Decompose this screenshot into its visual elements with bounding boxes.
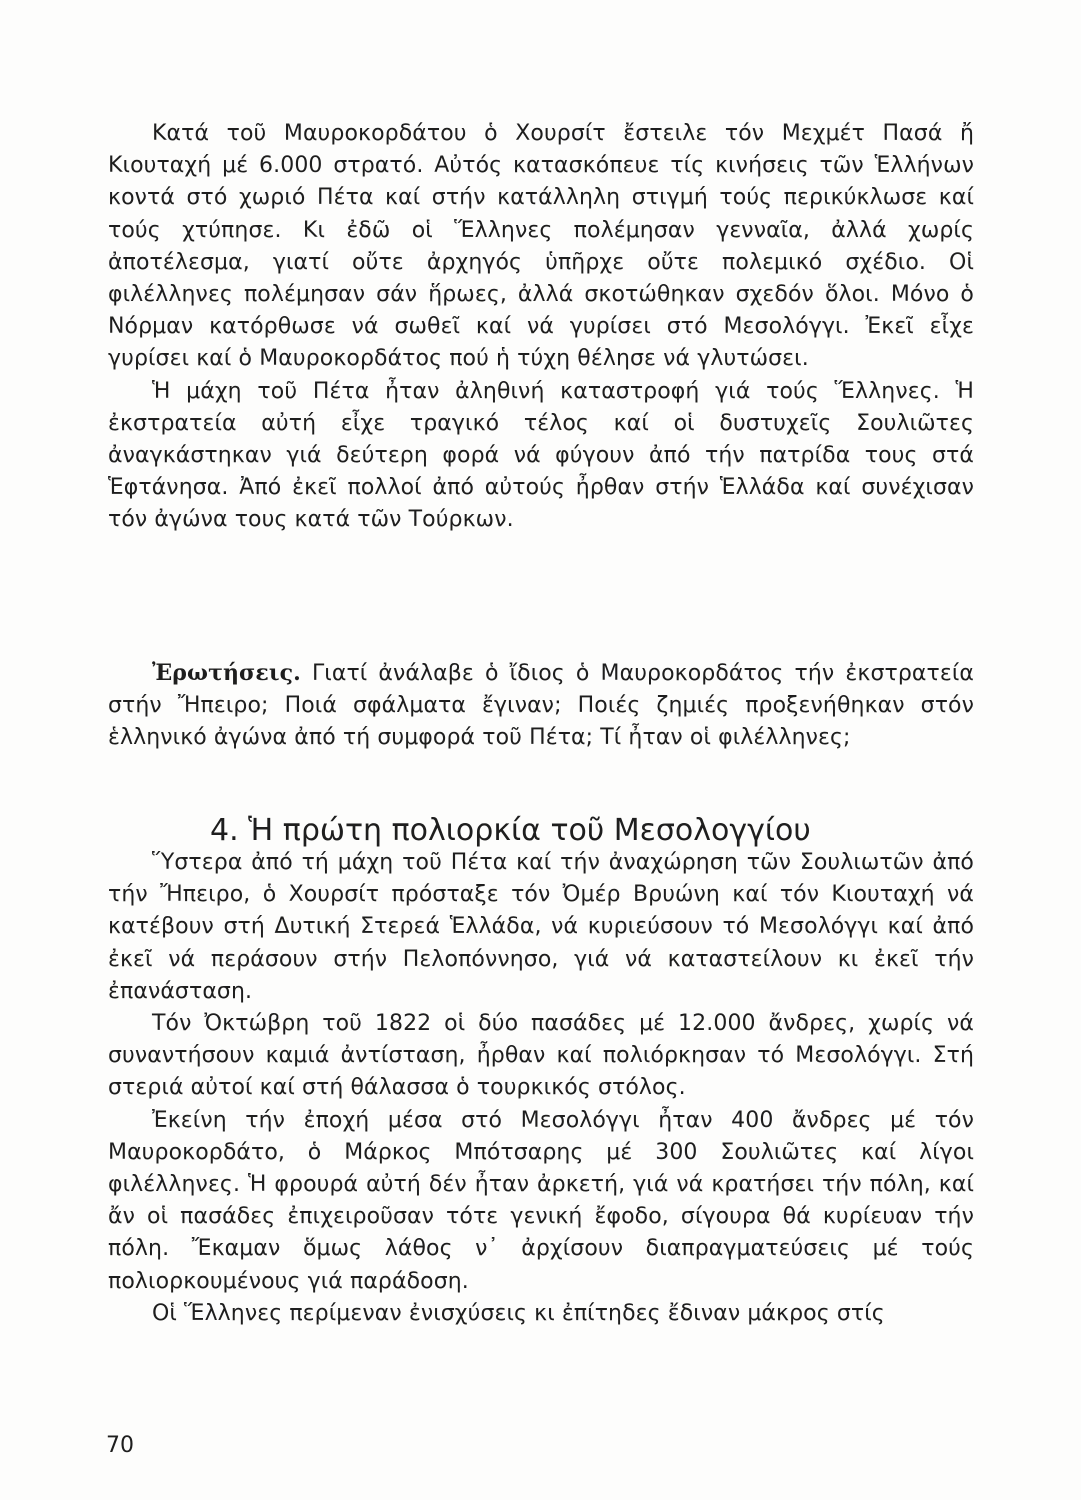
text-block-top bbox=[108, 118, 974, 537]
text-block-bottom bbox=[108, 847, 974, 1330]
paragraph-garrison: Ἐκείνη τήν ἐποχή μέσα στό Μεσολόγγι ἦταν 400 ἄνδρες μέ τόν Μαυροκορδάτο, ὁ Μάρκος Μπότσαρης μέ 300 Σουλιῶτες καί λίγοι φιλέλληνες. Ἡ φρουρά αὐτή δέν ἦταν ἀρκετή, γιά νά κρατήσει τήν πόλη, καί ἄν οἱ πασάδες ἐπιχειροῦσαν τότε γενική ἔφοδο, σίγουρα θά κυρίευαν τήν πόλη. Ἔκαμαν ὅμως λάθος ν᾽ ἀρχίσουν διαπραγματεύσεις μέ τούς πολιορκουμένους γιά παράδοση. bbox=[108, 1107, 974, 1294]
paragraph-peta-aftermath: Ἡ μάχη τοῦ Πέτα ἦταν ἀληθινή καταστροφή γιά τούς Ἕλληνες. Ἡ ἐκστρατεία αὐτή εἶχε τραγικό τέλος καί οἱ δυστυχεῖς Σουλιῶτες ἀναγκάστηκαν γιά δεύτερη φορά νά φύγουν ἀπό τήν πατρίδα τους στά Ἑφτάνησα. Ἀπό ἐκεῖ πολλοί ἀπό αὐτούς ἦρθαν στήν Ἑλλάδα καί συνέχισαν τόν ἀγώνα τους κατά τῶν Τούρκων. bbox=[108, 378, 974, 533]
questions-label: Ἐρωτήσεις. bbox=[152, 660, 301, 686]
paragraph-battle-of-peta: Κατά τοῦ Μαυροκορδάτου ὁ Χουρσίτ ἔστειλε τόν Μεχμέτ Πασά ἤ Κιουταχή μέ 6.000 στρατό. Αὐτός κατασκόπευε τίς κινήσεις τῶν Ἑλλήνων κοντά στό χωριό Πέτα καί στήν κατάλληλη στιγμή τούς περικύκλωσε καί τούς χτύπησε. Κι ἐδῶ οἱ Ἕλληνες πολέμησαν γενναῖα, ἀλλά χωρίς ἀποτέλεσμα, γιατί οὔτε ἀρχηγός ὑπῆρχε οὔτε πολεμικό σχέδιο. Οἱ φιλέλληνες πολέμησαν σάν ἥρωες, ἀλλά σκοτώθηκαν σχεδόν ὅλοι. Μόνο ὁ Νόρμαν κατόρθωσε νά σωθεῖ καί νά γυρίσει στό Μεσολόγγι. Ἐκεῖ εἶχε γυρίσει καί ὁ Μαυροκορδάτος πού ἡ τύχη θέλησε νά γλυτώσει. bbox=[108, 121, 974, 372]
questions-block bbox=[108, 657, 974, 755]
paragraph-reinforcements: Οἱ Ἕλληνες περίμεναν ἐνισχύσεις κι ἐπίτηδες ἔδιναν μάκρος στίς bbox=[152, 1300, 885, 1326]
questions-paragraph bbox=[108, 657, 974, 755]
questions-text: Γιατί ἀνάλαβε ὁ ἴδιος ὁ Μαυροκορδάτος τήν ἐκστρατεία στήν Ἤπειρο; Ποιά σφάλματα ἔγιναν; Ποιές ζημιές προξενήθηκαν στόν ἑλληνικό ἀγώνα ἀπό τή συμφορά τοῦ Πέτα; Τί ἦταν οἱ φιλέλληνες; bbox=[108, 661, 974, 751]
page-number: 70 bbox=[106, 1433, 134, 1458]
section-heading: 4. Ἡ πρώτη πολιορκία τοῦ Μεσολογγίου bbox=[210, 813, 811, 848]
paragraph-october-1822: Τόν Ὀκτώβρη τοῦ 1822 οἱ δύο πασάδες μέ 12.000 ἄνδρες, χωρίς νά συναντήσουν καμιά ἀντίσταση, ἦρθαν καί πολιόρκησαν τό Μεσολόγγι. Στή στεριά αὐτοί καί στή θάλασσα ὁ τουρκικός στόλος. bbox=[108, 1011, 974, 1101]
paragraph-siege-orders: Ὕστερα ἀπό τή μάχη τοῦ Πέτα καί τήν ἀναχώρηση τῶν Σουλιωτῶν ἀπό τήν Ἤπειρο, ὁ Χουρσίτ πρόσταξε τόν Ὀμέρ Βρυώνη καί τόν Κιουταχή νά κατέβουν στή Δυτική Στερεά Ἑλλάδα, νά κυριεύσουν τό Μεσολόγγι καί ἀπό ἐκεῖ νά περάσουν στήν Πελοπόννησο, γιά νά καταστείλουν κι ἐκεῖ τήν ἐπανάσταση. bbox=[108, 850, 974, 1004]
